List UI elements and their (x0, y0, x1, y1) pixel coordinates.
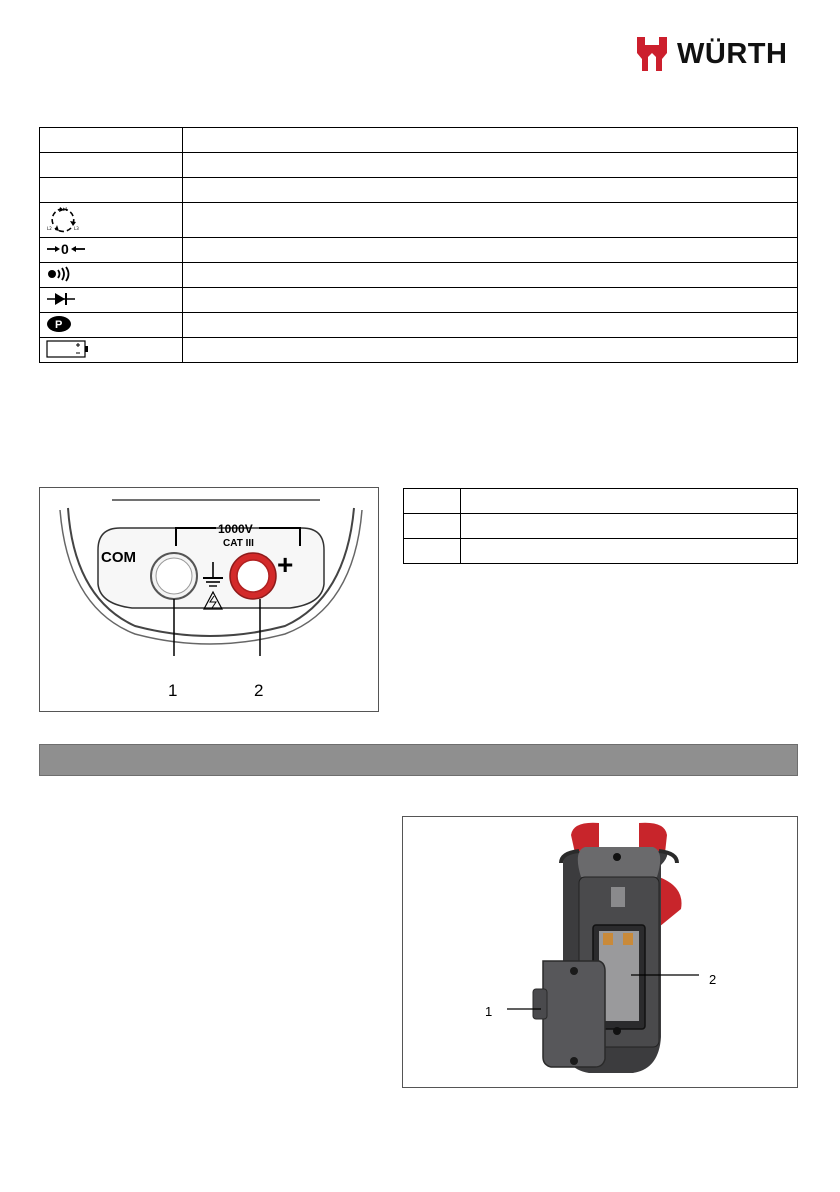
zero-adjust-icon (46, 241, 86, 257)
table-row (40, 238, 798, 263)
battery-compartment-figure (402, 816, 798, 1088)
svg-text:L1: L1 (63, 206, 68, 212)
number-cell (404, 514, 461, 539)
callout-1: 1 (485, 1004, 493, 1019)
diode-icon (46, 291, 76, 307)
symbol-cell (40, 178, 183, 203)
description-cell (183, 128, 798, 153)
number-cell (404, 539, 461, 564)
description-cell (183, 263, 798, 288)
table-row (404, 514, 798, 539)
table-row (40, 128, 798, 153)
continuity-buzzer-icon (46, 266, 78, 282)
description-cell (183, 238, 798, 263)
description-cell (183, 288, 798, 313)
voltage-label: 1000V (218, 522, 253, 536)
symbol-cell (40, 263, 183, 288)
table-row (404, 539, 798, 564)
symbol-cell (40, 338, 183, 363)
svg-text:L3: L3 (74, 225, 79, 231)
symbol-cell (40, 153, 183, 178)
section-heading-bar (39, 744, 798, 776)
wurth-logo (637, 37, 802, 71)
svg-text:L2: L2 (47, 225, 52, 231)
category-label: CAT III (223, 538, 254, 549)
battery-icon (46, 339, 90, 359)
table-row (40, 153, 798, 178)
table-row (40, 203, 798, 238)
callout-1: 1 (168, 681, 178, 700)
description-cell (183, 313, 798, 338)
description-cell (461, 514, 798, 539)
plus-label: + (277, 549, 294, 580)
callout-2: 2 (709, 972, 717, 987)
table-row (40, 178, 798, 203)
table-row (40, 313, 798, 338)
peak-symbol-label: P (55, 318, 63, 331)
wurth-logo-icon (637, 37, 667, 71)
table-row (404, 489, 798, 514)
terminal-figure (39, 487, 379, 712)
symbol-cell (40, 313, 183, 338)
table-row (40, 288, 798, 313)
table-row (40, 263, 798, 288)
description-cell (461, 539, 798, 564)
terminal-table (403, 488, 798, 564)
zero-symbol-label: 0 (61, 240, 69, 257)
battery-compartment-illustration (403, 817, 799, 1089)
number-cell (404, 489, 461, 514)
description-cell (183, 203, 798, 238)
description-cell (183, 153, 798, 178)
phase-rotation-icon (46, 204, 80, 234)
description-cell (183, 338, 798, 363)
symbol-cell (40, 128, 183, 153)
symbol-cell (40, 288, 183, 313)
com-label: COM (101, 549, 136, 566)
logo-wordmark: WÜRTH (677, 38, 788, 70)
description-cell (461, 489, 798, 514)
terminal-illustration (40, 488, 380, 713)
symbol-cell (40, 203, 183, 238)
peak-hold-icon (46, 315, 72, 333)
symbol-table (39, 127, 798, 363)
description-cell (183, 178, 798, 203)
table-row (40, 338, 798, 363)
callout-2: 2 (254, 681, 264, 700)
symbol-cell (40, 238, 183, 263)
